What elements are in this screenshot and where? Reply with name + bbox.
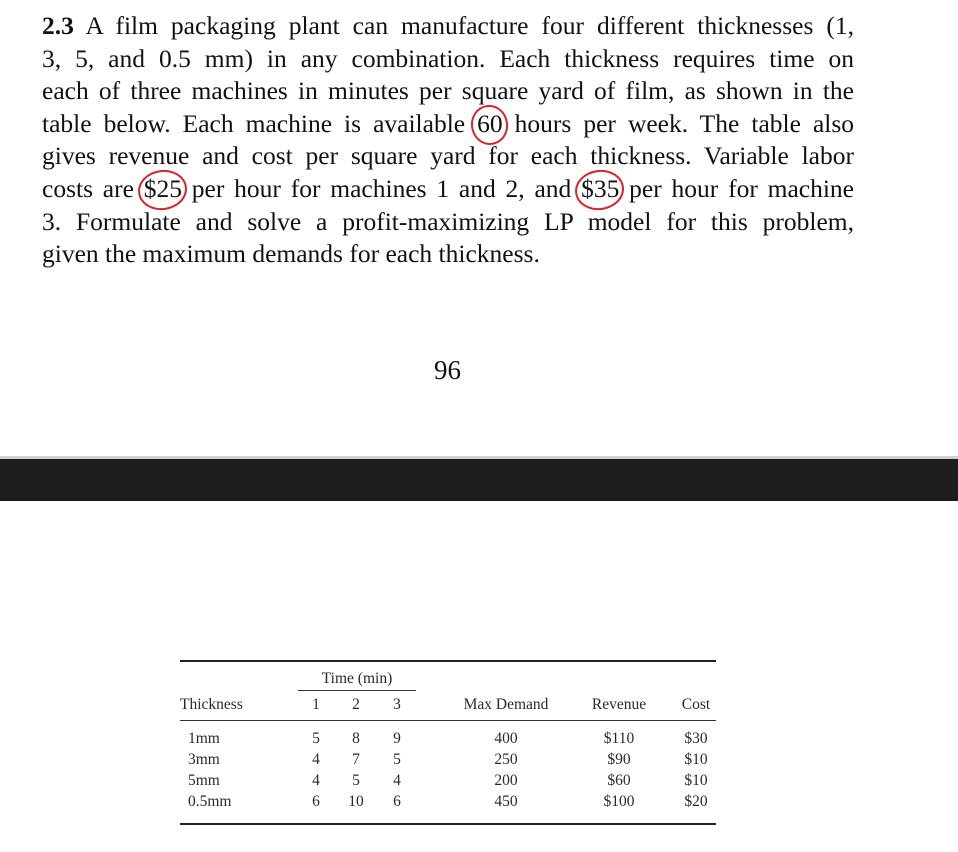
- circled-labor-25: $25: [144, 173, 182, 206]
- problem-line-4: table below. Each machine is available 60 hours per week. The table also: [42, 108, 854, 141]
- page-number: 96: [434, 355, 461, 385]
- cell-thickness: 3mm: [188, 751, 220, 768]
- problem-line-2: 3, 5, and 0.5 mm) in any combination. Each thickness requires time on: [42, 43, 854, 73]
- cell-thickness: 0.5mm: [188, 793, 232, 810]
- cell-cost: $20: [684, 793, 708, 810]
- cell-machine-1: 5: [312, 730, 320, 747]
- problem-line-8: given the maximum demands for each thickness.: [42, 239, 540, 269]
- header-machine-1: 1: [312, 696, 320, 713]
- cell-machine-2: 5: [352, 772, 360, 789]
- circled-hours-60: 60: [477, 108, 503, 141]
- time-group-rule: [298, 690, 416, 691]
- cell-machine-2: 10: [348, 793, 364, 810]
- problem-statement: [42, 10, 854, 271]
- cell-max-demand: 200: [494, 772, 518, 789]
- cell-machine-1: 6: [312, 793, 320, 810]
- cell-revenue: $100: [603, 793, 635, 810]
- time-group-header: Time (min): [321, 670, 393, 687]
- cell-cost: $30: [684, 730, 708, 747]
- cell-machine-3: 9: [393, 730, 401, 747]
- problem-number: 2.3: [42, 11, 74, 40]
- problem-line-7: 3. Formulate and solve a profit-maximizing LP model for this problem,: [42, 206, 854, 236]
- header-cost: Cost: [681, 696, 711, 713]
- cell-machine-2: 7: [352, 751, 360, 768]
- cell-thickness: 5mm: [188, 772, 220, 789]
- cell-machine-2: 8: [352, 730, 360, 747]
- table-top-rule: [180, 660, 716, 662]
- cell-machine-3: 4: [393, 772, 401, 789]
- problem-line-3: each of three machines in minutes per square yard of film, as shown in the: [42, 76, 854, 106]
- cell-machine-3: 6: [393, 793, 401, 810]
- header-machine-3: 3: [393, 696, 401, 713]
- header-revenue: Revenue: [591, 696, 647, 713]
- circled-labor-35: $35: [581, 173, 619, 206]
- cell-cost: $10: [684, 751, 708, 768]
- cell-max-demand: 250: [494, 751, 518, 768]
- cell-revenue: $110: [603, 730, 635, 747]
- cell-machine-3: 5: [393, 751, 401, 768]
- table-header-rule: [180, 720, 716, 721]
- header-max-demand: Max Demand: [463, 696, 549, 713]
- cell-revenue: $90: [607, 751, 631, 768]
- cell-max-demand: 450: [494, 793, 518, 810]
- problem-line-1: 2.3 A film packaging plant can manufacture four different thicknesses (1,: [42, 11, 854, 40]
- cell-machine-1: 4: [312, 751, 320, 768]
- cell-thickness: 1mm: [188, 730, 220, 747]
- cell-revenue: $60: [607, 772, 631, 789]
- problem-line-6: costs are $25 per hour for machines 1 and 2, and $35 per hour for machine: [42, 173, 854, 206]
- page-divider-band: [0, 456, 958, 501]
- problem-line-5: gives revenue and cost per square yard for each thickness. Variable labor: [42, 141, 854, 171]
- cell-max-demand: 400: [494, 730, 518, 747]
- cell-cost: $10: [684, 772, 708, 789]
- cell-machine-1: 4: [312, 772, 320, 789]
- header-thickness: Thickness: [180, 696, 243, 713]
- table-bottom-rule: [180, 823, 716, 825]
- header-machine-2: 2: [352, 696, 360, 713]
